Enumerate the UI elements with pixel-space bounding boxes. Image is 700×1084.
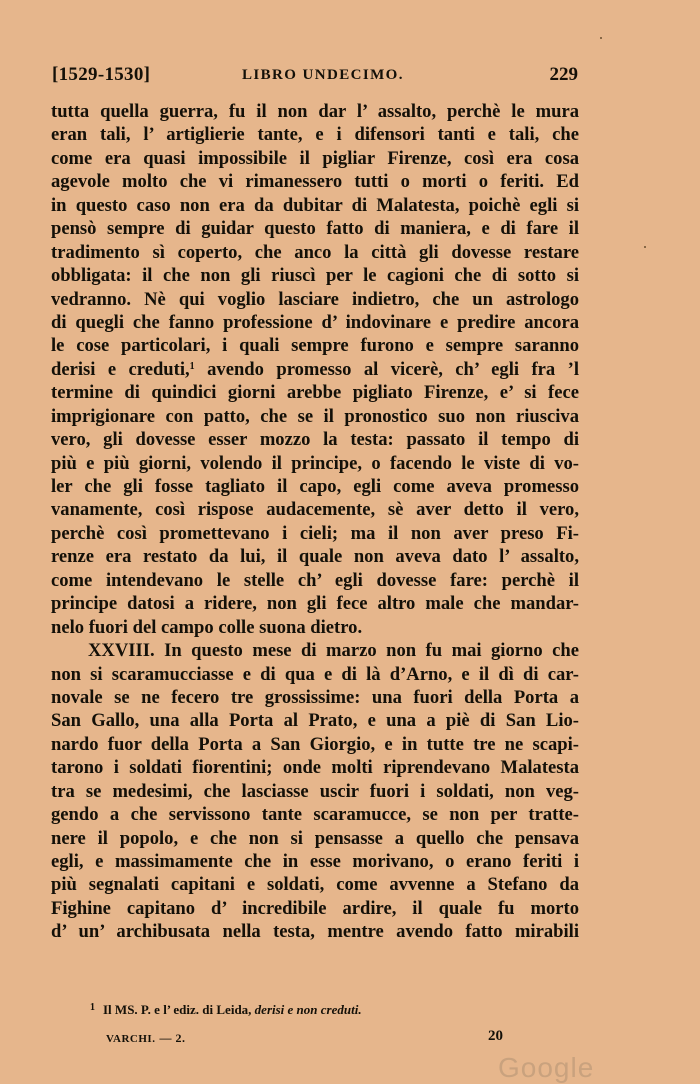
text-line: vedranno. Nè qui voglio lasciare indietro, che un astrologo	[51, 288, 579, 310]
text-line: più segnalati capitani e soldati, come avvenne a Stefano da	[51, 874, 579, 896]
header-years: [1529-1530]	[52, 64, 151, 85]
footnote-text: Il MS. P. e l’ ediz. di Leida,	[103, 1002, 252, 1017]
text-line: pensò sempre di guidar questo fatto di maniera, e di fare il	[51, 218, 579, 240]
text-line: San Gallo, una alla Porta al Prato, e una a piè di San Lio-	[51, 710, 579, 732]
text-line: obbligata: il che non gli riuscì per le cagioni che di sotto si	[51, 265, 579, 287]
footnote	[90, 1002, 362, 1018]
text-line: Fighine capitano d’ incredibile ardire, il quale fu morto	[51, 897, 579, 919]
text-line: eran tali, l’ artiglierie tante, e i difensori tanti e tali, che	[51, 124, 579, 146]
text-line: come intendevano le stelle ch’ egli dovesse fare: perchè il	[51, 569, 579, 591]
printer-signature	[106, 1031, 185, 1046]
running-header	[52, 64, 578, 90]
sheet-number: 20	[488, 1028, 503, 1044]
signature-label: VARCHI.	[106, 1033, 156, 1045]
text-line: di quegli che fanno professione d’ indovinare e predire ancora	[51, 311, 579, 333]
text-line: tarono i soldati fiorentini; onde molti riprendevano Malatesta	[51, 757, 579, 779]
text-line: come era quasi impossibile il pigliar Firenze, così era cosa	[51, 147, 579, 169]
footnote-reference: 1	[189, 360, 195, 372]
text-line: tutta quella guerra, fu il non dar l’ assalto, perchè le mura	[51, 101, 579, 122]
text-line: vero, gli dovesse esser mozzo la testa: passato il tempo di	[51, 429, 579, 451]
footnote-italic-text: derisi e non creduti.	[254, 1002, 362, 1017]
text-line: egli, e massimamente che in esse morivano, o erano feriti i	[51, 851, 579, 872]
text-line: vanamente, così rispose audacemente, sè aver detto il vero,	[51, 499, 579, 521]
text-line: renze era restato da lui, il quale non aveva dato l’ assalto,	[51, 546, 579, 568]
text-line: nere il popolo, e che non si pensasse a quello che pensava	[51, 827, 579, 849]
text-line: principe datosi a ridere, non gli fece altro male che mandar-	[51, 593, 579, 615]
text-segment: derisi e creduti,	[51, 358, 190, 380]
text-line: non si scaramucciasse e di qua e di là d’Arno, e il dì di car-	[51, 663, 579, 685]
text-line: agevole molto che vi rimanessero tutti o morti o feriti. Ed	[51, 171, 579, 193]
text-line: in questo caso non era da dubitar di Malatesta, poichè egli si	[51, 194, 579, 216]
section-start-line: XXVIII. In questo mese di marzo non fu mai giorno che	[88, 640, 579, 662]
text-line-with-note	[51, 358, 579, 381]
text-line: tradimento sì coperto, che anco la città gli dovesse restare	[51, 241, 579, 263]
text-line: nardo fuor della Porta a San Giorgio, e in tutte tre ne scapi-	[51, 733, 579, 755]
paper-speck	[644, 246, 646, 248]
text-line: d’ un’ archibusata nella testa, mentre avendo fatto mirabili	[51, 921, 579, 943]
footnote-marker: 1	[90, 1002, 95, 1013]
text-line: termine di quindici giorni arebbe pigliato Firenze, e’ si fece	[51, 382, 579, 404]
text-segment: avendo promesso al vicerè, ch’ egli fra ’l	[207, 358, 579, 380]
body-text	[51, 100, 579, 944]
text-line: più e più giorni, volendo il principe, o facendo le viste di vo-	[51, 452, 579, 474]
google-watermark: Google	[498, 1052, 595, 1083]
signature-volume: — 2.	[159, 1031, 186, 1045]
paper-speck	[600, 37, 602, 39]
header-book-title: LIBRO UNDECIMO.	[242, 67, 404, 83]
text-line: novale se ne fecero tre grossissime: una fuori della Porta a	[51, 686, 579, 708]
page-number: 229	[549, 64, 578, 85]
text-line: ler che gli fosse tagliato il capo, egli come aveva promesso	[51, 476, 579, 497]
text-line: tra se medesimi, che lasciasse uscir fuori i soldati, non veg-	[51, 780, 579, 802]
paragraph-end-line: nelo fuori del campo colle suona dietro.	[51, 616, 363, 638]
text-line: gendo a che servissono tante scaramucce, se non per tratte-	[51, 804, 579, 826]
text-line: imprigionare con patto, che se il pronostico suo non riusciva	[51, 405, 579, 427]
text-line: le cose particolari, i quali sempre furono e sempre saranno	[51, 335, 579, 357]
text-line: perchè così promettevano i cieli; ma il non aver preso Fi-	[51, 522, 579, 544]
